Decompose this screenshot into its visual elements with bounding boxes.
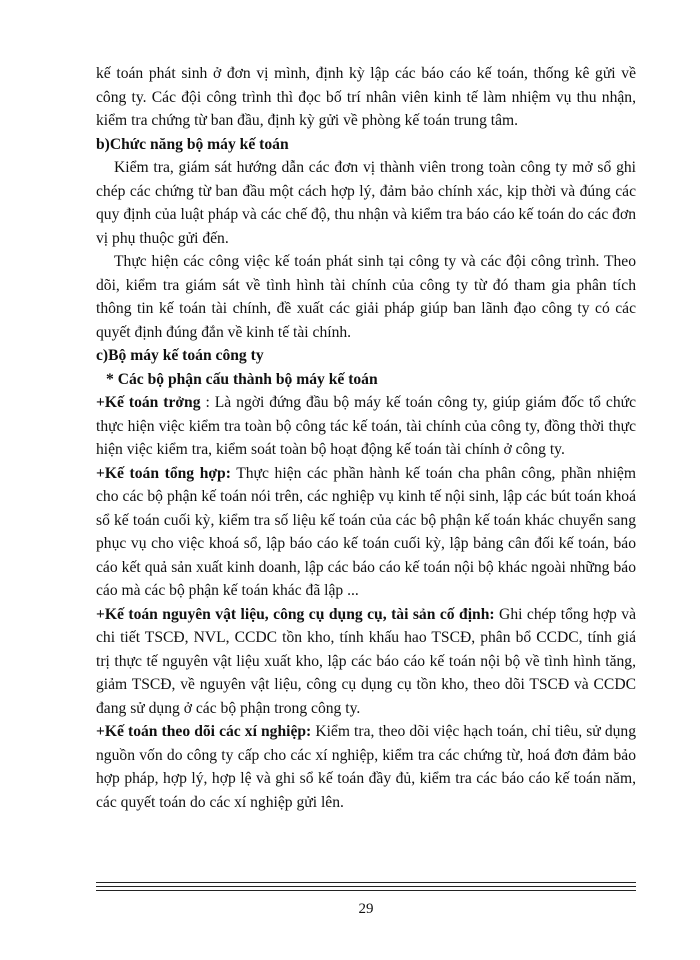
- paragraph-function-2: Thực hiện các công việc kế toán phát sinh tại công ty và các đội công trình. Theo dõi, kiểm tra giám sát về tình hình tài chính của công ty từ đó tham gia phân tích thông tin kế toán tài chính, đề xuất các giải pháp giúp ban lãnh đạo công ty có các quyết định đúng đắn về kinh tế tài chính.: [96, 253, 636, 341]
- text-enterprise-accountant: Kiểm tra, theo dõi việc hạch toán, chỉ tiêu, sử dụng nguồn vốn do công ty cấp cho các xí nghiệp, kiểm tra các chứng từ, hoá đơn đảm bảo hợp pháp, hợp lý, hợp lệ và ghi sổ kế toán đầy đủ, kiểm tra các báo cáo kế toán năm, các quyết toán do các xí nghiệp gửi lên.: [96, 723, 637, 811]
- footer-rule: [96, 882, 636, 883]
- label-materials-accountant: +Kế toán nguyên vật liệu, công cụ dụng cụ, tài sản cố định:: [96, 605, 495, 623]
- page-number: 29: [358, 901, 374, 917]
- paragraph-materials-accountant: [96, 603, 636, 721]
- paragraph-intro: kế toán phát sinh ở đơn vị mình, định kỳ lập các báo cáo kế toán, thống kê gửi về công ty. Các đội công trình thì đọc bố trí nhân viên kinh tế làm nhiệm vụ thu nhận, kiểm tra chứng từ ban đầu, định kỳ gửi về phòng kế toán trung tâm.: [96, 65, 636, 129]
- heading-c: c)Bộ máy kế toán công ty: [96, 347, 264, 364]
- text-materials-accountant: Ghi chép tổng hợp và chi tiết TSCĐ, NVL, CCDC tồn kho, tính khấu hao TSCĐ, phân bổ CCDC, tính giá trị thực tế nguyên vật liệu xuất kho, lập các báo cáo kế toán nội bộ về tình hình tăng, giảm TSCĐ, về nguyên vật liệu, công cụ dụng cụ tồn kho, theo dõi TSCĐ và CCDC đang sử dụng ở các bộ phận trong công ty.: [96, 605, 636, 717]
- label-enterprise-accountant: +Kế toán theo dõi các xí nghiệp:: [96, 723, 312, 740]
- text-general-accountant: Thực hiện các phần hành kế toán cha phân công, phần nhiệm cho các bộ phận kế toán nói trên, các nghiệp vụ kinh tế nội sinh, lập các bút toán khoá sổ kế toán cuối kỳ, kiểm tra số liệu kế toán của các bộ phận kế toán khác chuyển sang phục vụ cho việc khoá sổ, lập báo cáo kế toán cuối kỳ, lập bảng cân đối kế toán, báo cáo kết quả sản xuất kinh doanh, lập các báo cáo kế toán nội bộ khác ngoài những báo cáo mà các bộ phận kế toán khác đã lập ...: [96, 464, 636, 599]
- label-chief-accountant: +Kế toán trởng: [96, 394, 201, 411]
- label-general-accountant: +Kế toán tổng hợp:: [96, 464, 231, 482]
- paragraph-general-accountant: [96, 462, 636, 603]
- text-chief-accountant: : Là ngời đứng đầu bộ máy kế toán công ty, giúp giám đốc tổ chức thực hiện việc kiểm tra toàn bộ công tác kế toán, tài chính của công ty, đồng thời thực hiện việc kiểm tra, kiểm soát toàn bộ hoạt động kế toán tài chính ở công ty.: [96, 394, 636, 458]
- footer-rule: [96, 890, 636, 891]
- paragraph-enterprise-accountant: [96, 720, 636, 814]
- paragraph-chief-accountant: [96, 391, 636, 462]
- page-body: [96, 62, 636, 814]
- heading-b: b)Chức năng bộ máy kế toán: [96, 135, 289, 153]
- heading-components: * Các bộ phận cấu thành bộ máy kế toán: [106, 370, 378, 388]
- paragraph-function-1: Kiểm tra, giám sát hướng dẫn các đơn vị thành viên trong toàn công ty mở sổ ghi chép các chứng từ ban đầu một cách hợp lý, đảm bảo chính xác, kịp thời và đúng các quy định của luật pháp và các chế độ, thu nhận và kiểm tra báo cáo kế toán do các đơn vị phụ thuộc gửi đến.: [96, 159, 636, 247]
- footer-rule: [96, 886, 636, 887]
